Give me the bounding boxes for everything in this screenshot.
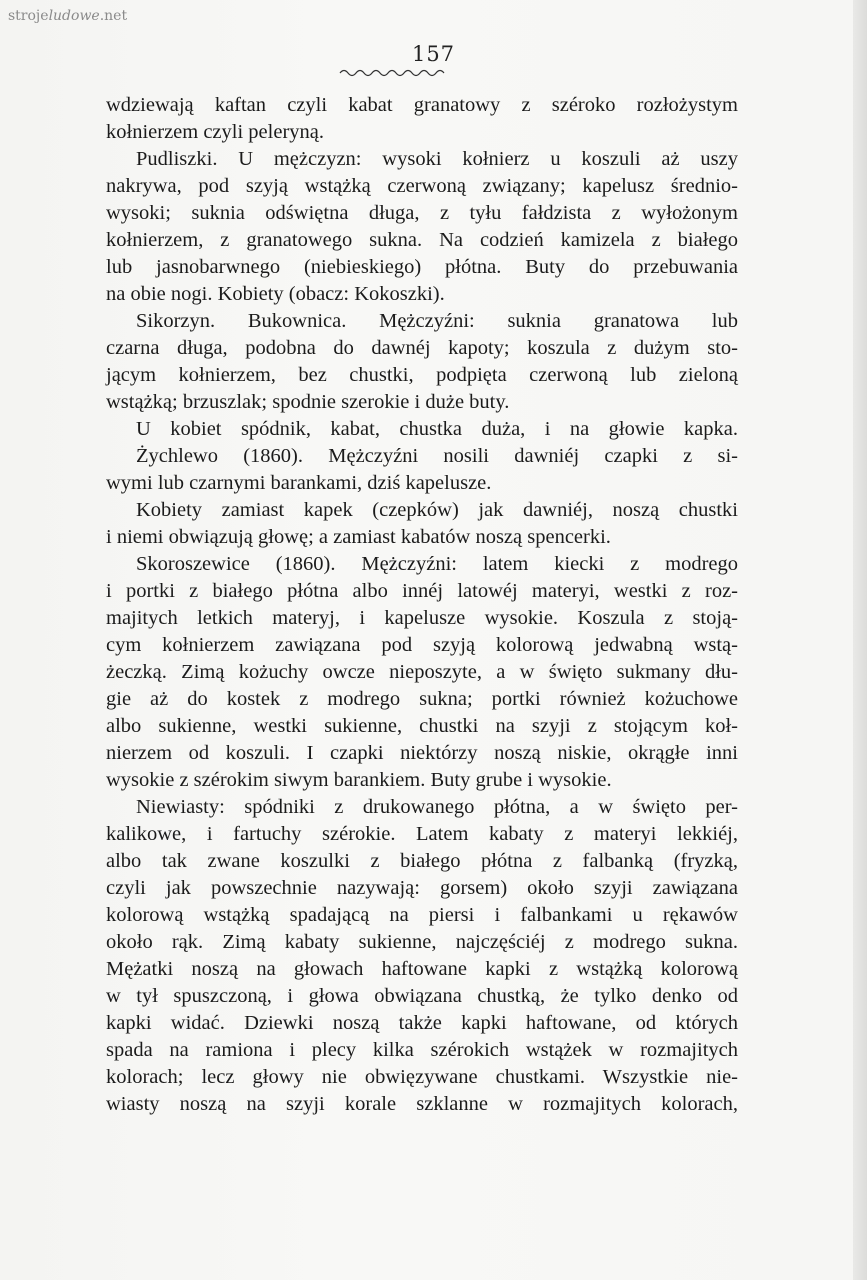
text-line: około rąk. Zimą kabaty sukienne, najczęściéj z modrego sukna. <box>106 931 738 953</box>
text-line: albo tak zwane koszulki z białego płótna z falbanką (fryzką, <box>106 850 738 872</box>
text-line: albo sukienne, westki sukienne, chustki na szyji z stojącym koł- <box>106 715 738 737</box>
text-line: Sikorzyn. Bukownica. Mężczyźni: suknia granatowa lub <box>136 310 738 332</box>
text-line: i niemi obwiązują głowę; a zamiast kabatów noszą spencerki. <box>106 526 611 548</box>
text-line: kolorach; lecz głowy nie obwięzywane chustkami. Wszystkie nie- <box>106 1066 738 1088</box>
text-line: lub jasnobarwnego (niebieskiego) płótna. Buty do przebuwania <box>106 256 738 278</box>
text-line: kalikowe, i fartuchy szérokie. Latem kabaty z materyi lekkiéj, <box>106 823 738 845</box>
text-line: wdziewają kaftan czyli kabat granatowy z széroko rozłożystym <box>106 94 738 116</box>
text-line: wymi lub czarnymi barankami, dziś kapelusze. <box>106 472 492 494</box>
text-line: cym kołnierzem zawiązana pod szyją kolorową jedwabną wstą- <box>106 634 738 656</box>
text-line: kołnierzem czyli peleryną. <box>106 121 324 143</box>
text-line: i portki z białego płótna albo innéj latowéj materyi, westki z roz- <box>106 580 738 602</box>
text-line: majitych letkich materyj, i kapelusze wysokie. Koszula z stoją- <box>106 607 738 629</box>
site-watermark <box>8 8 127 24</box>
text-line: kapki widać. Dziewki noszą także kapki haftowane, od których <box>106 1012 738 1034</box>
text-line: żeczką. Zimą kożuchy owcze nieposzyte, a w święto sukmany dłu- <box>106 661 738 683</box>
text-line: czarna długa, podobna do dawnéj kapoty; koszula z dużym sto- <box>106 337 738 359</box>
text-line: Pudliszki. U mężczyzn: wysoki kołnierz u koszuli aż uszy <box>136 148 738 170</box>
body-text <box>106 92 738 1118</box>
text-line: wiasty noszą na szyji korale szklanne w rozmajitych kolorach, <box>106 1093 738 1115</box>
text-line: Kobiety zamiast kapek (czepków) jak dawniéj, noszą chustki <box>136 499 738 521</box>
watermark-part3: .net <box>99 8 128 24</box>
text-line: wysoki; suknia odświętna długa, z tyłu fałdzista z wyłożonym <box>106 202 738 224</box>
text-line: wstążką; brzuszlak; spodnie szerokie i duże buty. <box>106 391 510 413</box>
text-line: Mężatki noszą na głowach haftowane kapki z wstążką kolorową <box>106 958 738 980</box>
page-number: 157 <box>411 42 456 66</box>
text-line: spada na ramiona i plecy kilka szérokich wstążek w rozmajitych <box>106 1039 738 1061</box>
text-line: Żychlewo (1860). Mężczyźni nosili dawniéj czapki z si- <box>136 445 738 467</box>
wavy-rule-ornament <box>338 66 450 78</box>
text-line: w tył spuszczoną, i głowa obwiązana chustką, że tylko denko od <box>106 985 738 1007</box>
text-line: czyli jak powszechnie nazywają: gorsem) około szyji zawiązana <box>106 877 738 899</box>
text-line: wysokie z szérokim siwym barankiem. Buty grube i wysokie. <box>106 769 612 791</box>
page-edge <box>853 0 867 1280</box>
text-line: U kobiet spódnik, kabat, chustka duża, i na głowie kapka. <box>136 418 738 440</box>
text-line: kolorową wstążką spadającą na piersi i falbankami u rękawów <box>106 904 738 926</box>
text-line: jącym kołnierzem, bez chustki, podpięta czerwoną lub zieloną <box>106 364 738 386</box>
watermark-part2: ludowe <box>48 8 100 24</box>
text-line: kołnierzem, z granatowego sukna. Na codzień kamizela z białego <box>106 229 738 251</box>
text-line: gie aż do kostek z modrego sukna; portki również kożuchowe <box>106 688 738 710</box>
text-line: na obie nogi. Kobiety (obacz: Kokoszki). <box>106 283 445 305</box>
text-line: Niewiasty: spódniki z drukowanego płótna, a w święto per- <box>136 796 738 818</box>
watermark-part1: stroje <box>8 8 49 24</box>
text-line: Skoroszewice (1860). Mężczyźni: latem kiecki z modrego <box>136 553 738 575</box>
text-line: nierzem od koszuli. I czapki niektórzy noszą niskie, okrągłe inni <box>106 742 738 764</box>
text-line: nakrywa, pod szyją wstążką czerwoną związany; kapelusz średnio- <box>106 175 738 197</box>
